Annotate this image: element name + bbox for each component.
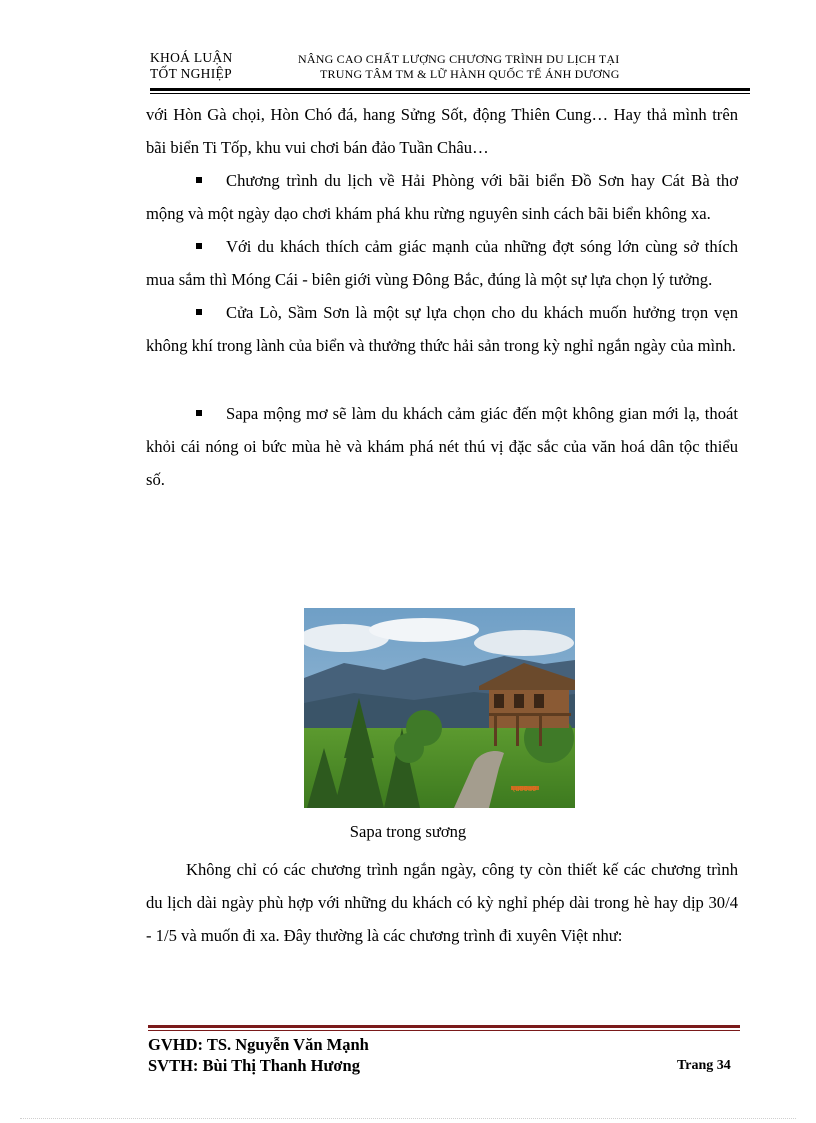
footer-student: SVTH: Bùi Thị Thanh Hương [148, 1056, 360, 1075]
header-left-line2: TỐT NGHIỆP [150, 66, 232, 81]
footer-rule-thick [148, 1025, 740, 1028]
square-bullet-icon [196, 309, 202, 315]
square-bullet-icon [196, 243, 202, 249]
figure-caption: Sapa trong sương [349, 822, 467, 841]
square-bullet-icon [196, 177, 202, 183]
landscape-photo-icon [304, 608, 575, 808]
page-edge-dotted-line [20, 1118, 796, 1119]
square-bullet-icon [196, 410, 202, 416]
paragraph-long-tours: Không chỉ có các chương trình ngắn ngày, công ty còn thiết kế các chương trình du lịch dài ngày phù hợp với những du khách có kỳ nghỉ phép dài trong hè hay dịp 30/4 - 1/5 và muốn đi xa. Đây thường là các chương trình đi xuyên Việt như: [146, 860, 738, 945]
footer-rule-thin [148, 1030, 740, 1031]
page-number: Trang 34 [677, 1058, 731, 1073]
header-rule-thick [150, 88, 750, 91]
body-text-continued [146, 853, 738, 952]
bullet-text: Chương trình du lịch về Hải Phòng với bãi biển Đồ Sơn hay Cát Bà thơ mộng và một ngày dạo chơi khám phá khu rừng nguyên sinh cách bãi biển không xa. [146, 171, 738, 223]
body-text [146, 98, 738, 496]
bullet-item-cua-lo [146, 296, 738, 362]
bullet-item-mong-cai [146, 230, 738, 296]
bullet-text: Sapa mộng mơ sẽ làm du khách cảm giác đến một không gian mới lạ, thoát khỏi cái nóng oi bức mùa hè và khám phá nét thú vị đặc sắc của văn hoá dân tộc thiểu số. [146, 404, 738, 489]
page-header [150, 50, 750, 90]
spacer [146, 362, 738, 397]
footer-advisor: GVHD: TS. Nguyễn Văn Mạnh [148, 1035, 369, 1054]
sapa-landscape-photo [304, 608, 575, 808]
header-right-line1: NÂNG CAO CHẤT LƯỢNG CHƯƠNG TRÌNH DU LỊCH TẠI [298, 52, 620, 66]
paragraph-continued: với Hòn Gà chọi, Hòn Chó đá, hang Sửng Sốt, động Thiên Cung… Hay thả mình trên bãi biển Ti Tốp, khu vui chơi bán đảo Tuần Châu… [146, 105, 738, 157]
bullet-item-sapa [146, 397, 738, 496]
header-right [298, 52, 620, 82]
header-rule-thin [150, 93, 750, 94]
header-right-line2: TRUNG TÂM TM & LỮ HÀNH QUỐC TẾ ÁNH DƯƠNG [320, 67, 620, 81]
bullet-text: Với du khách thích cảm giác mạnh của những đợt sóng lớn cùng sở thích mua sắm thì Móng Cái - biên giới vùng Đông Bắc, đúng là một sự lựa chọn lý tưởng. [146, 237, 738, 289]
bullet-text: Cửa Lò, Sầm Sơn là một sự lựa chọn cho du khách muốn hưởng trọn vẹn không khí trong lành của biển và thưởng thức hải sản trong kỳ nghỉ ngắn ngày của mình. [146, 303, 738, 355]
bullet-item-hai-phong [146, 164, 738, 230]
header-left [150, 50, 233, 82]
header-left-line1: KHOÁ LUẬN [150, 50, 233, 65]
